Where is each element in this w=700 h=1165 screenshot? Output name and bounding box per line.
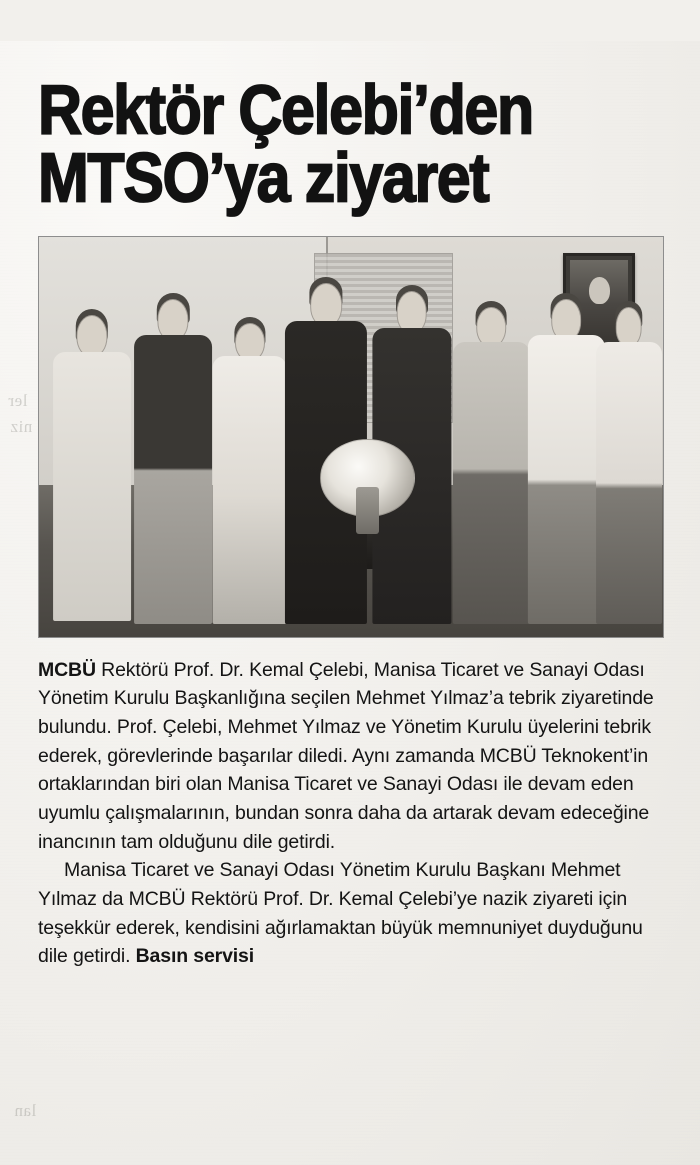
article-paragraph-1-text: Rektörü Prof. Dr. Kemal Çelebi, Manisa Ticaret ve Sanayi Odası Yönetim Kurulu Başkanlığına seçilen Mehmet Yılmaz’a tebrik ziyaretinde bulundu. Prof. Çelebi, Mehmet Yılmaz ve Yönetim Kurulu üyelerini tebrik ederek, görevlerinde başarılar diledi. Aynı zamanda MCBÜ Teknokent’in ortaklarından biri olan Manisa Ticaret ve Sanayi Odası ile devam eden uyumlu çalışmalarının, bundan sonra daha da artarak devam edeceğine inancının tam olduğunu dile getirdi. [38, 658, 654, 853]
person-6 [451, 301, 532, 621]
person-1 [51, 309, 132, 621]
person-4-head [310, 283, 342, 326]
bleed-through-text-2: niz [10, 416, 33, 436]
article-photo [38, 236, 664, 638]
bleed-through-text-3: lan [14, 1100, 37, 1120]
bleed-through-text-1: ler [8, 390, 28, 410]
person-2 [133, 293, 214, 621]
article-paragraph-2 [38, 856, 662, 971]
person-2-body [134, 335, 212, 624]
person-3 [211, 317, 289, 621]
person-1-body [53, 352, 131, 620]
article-signoff: Basın servisi [135, 945, 254, 968]
article-body [38, 656, 662, 971]
flower-bouquet [320, 439, 416, 517]
photo-scene [39, 237, 663, 637]
page-title [38, 41, 662, 217]
person-3-body [212, 356, 287, 624]
headline-line-1: Rektör Çelebi’den [38, 70, 533, 149]
person-8 [594, 301, 663, 621]
person-5-head [397, 291, 428, 333]
person-8-body [596, 342, 662, 624]
article-paragraph-2-text: Manisa Ticaret ve Sanayi Odası Yönetim Kurulu Başkanı Mehmet Yılmaz da MCBÜ Rektörü Prof. Dr. Kemal Çelebi’ye nazik ziyareti için teşekkür ederek, kendisini ağırlamaktan büyük memnuniyet duyduğunu dile getirdi. [38, 859, 643, 968]
article-paragraph-1 [38, 656, 662, 857]
person-7-body [528, 335, 604, 624]
person-1-head [76, 315, 107, 358]
headline-line-2: MTSO’ya ziyaret [38, 139, 489, 217]
article-lead-in: MCBÜ [38, 658, 96, 681]
newspaper-page [0, 41, 700, 1165]
person-6-body [453, 342, 529, 624]
